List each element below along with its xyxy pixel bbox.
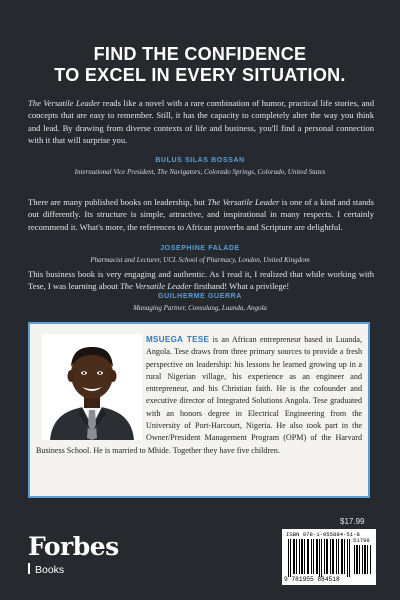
endorsement-3-intro: This business book is very engaging and authentic. As I read it, I realized that while working with Tese, I was learning about <box>28 269 374 292</box>
headline-line-1: FIND THE CONFIDENCE <box>93 44 307 64</box>
author-bio-box <box>28 322 370 498</box>
isbn-bottom-text: 9 781955 884518 <box>284 576 340 583</box>
endorsement-1-name: BULUS SILAS BOSSAN <box>155 157 245 164</box>
cover-headline <box>0 44 400 86</box>
book-title: The Versatile Leader <box>207 197 280 207</box>
forbes-logo: Forbes <box>28 532 119 561</box>
divider-bar <box>28 563 30 574</box>
book-title: The Versatile Leader <box>120 281 192 292</box>
addon-digits: 51799 <box>353 537 370 544</box>
endorsement-1-text <box>28 97 374 147</box>
endorsement-2-role: Pharmacist and Lecturer, UCL School of Pharmacy, London, United Kingdom <box>90 256 310 264</box>
barcode-bars-icon <box>286 539 374 577</box>
book-title: The Versatile Leader <box>28 98 101 108</box>
books-label: Books <box>35 564 65 576</box>
endorsement-3-text <box>28 268 374 293</box>
isbn-barcode <box>282 529 376 585</box>
author-bio-text <box>36 334 362 457</box>
endorsement-2-intro: There are many published books on leadership, but <box>28 197 208 207</box>
author-name: MSUEGA TESE <box>146 335 210 344</box>
endorsement-1-role: International Vice President, The Navigators, Colorado Springs, Colorado, United States <box>74 168 326 176</box>
books-imprint <box>28 563 64 576</box>
headline-line-2: TO EXCEL IN EVERY SITUATION. <box>54 65 346 85</box>
author-bio-body: is an African entrepreneur based in Luanda, Angola. Tese draws from three primary sources to provide a fresh perspective on leadership: his lessons he learned growing up in a rural Nigerian village, his experience as an engineer and entrepreneur, and his Christian faith. He is the cofounder and executive director of Integrated Solutions Angola. Tese graduated with an honors degree in Electrical Engineering from the University of Port-Harcourt, Nigeria. He also took part in the Owner/President Management Program (OPM) of the Harvard Business School. He is married to Mhide. Together they have five children. <box>36 335 362 455</box>
endorsement-1-body: reads like a novel with a rare combination of humor, practical life stories, and concepts that are easy to remember. Still, it has the capacity to completely alter the way you think and lead. By drawing from diverse contexts of life and business, you'll find a personal connection with it that will surprise you. <box>28 98 374 146</box>
endorsement-3-body: firsthand! What a privilege! <box>191 281 290 292</box>
endorsement-2-name: JOSEPHINE FALADE <box>160 245 240 252</box>
endorsement-3-name: GUILHERME GUERRA <box>158 293 242 300</box>
price-label: $17.99 <box>340 517 365 526</box>
endorsement-2-body: is one of a kind and stands out differently. Its structure is simple, attractive, and inspirational in many respects. I certainly recommend it. What's more, the references to African proverbs and Scripture are delightful. <box>28 197 375 232</box>
endorsement-2-text <box>28 196 374 233</box>
isbn-top-text: ISBN 978-1-955884-51-8 <box>286 531 360 538</box>
endorsement-3-role: Managing Partner, Consulang, Luanda, Angola <box>133 304 267 312</box>
